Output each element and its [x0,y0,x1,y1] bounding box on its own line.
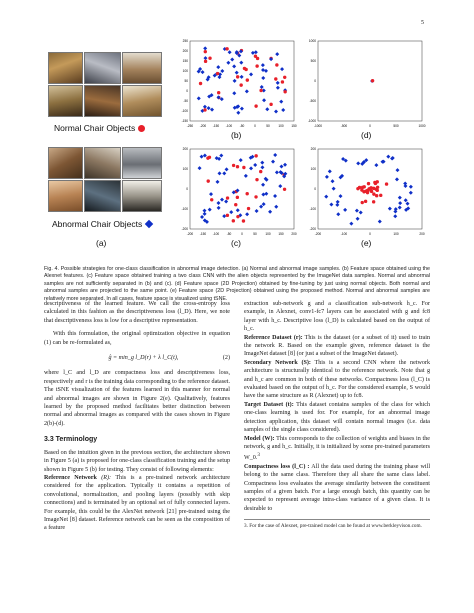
term: Reference Network [44,474,97,481]
footnote: 3. For the case of Alexnet, pre-trained model can be found at www.berkleyvison.com. [244,519,430,530]
normal-point [376,186,379,189]
tsne-plot-d [304,38,424,134]
term-text: This dataset contains samples of the class for which one-class learning is used for. For example, for an abnormal image detection application, this dataset will contain normal images (i.e. data samples of the single class considered). [244,401,430,434]
y-tick-label: 500 [310,59,316,63]
term-paragraph [44,474,230,533]
x-tick-label: 50 [266,124,270,128]
x-tick-label: 150 [291,124,297,128]
x-tick-label: -100 [225,124,233,128]
y-tick-label: -1000 [307,119,316,123]
figure-4 [48,32,430,246]
y-tick-label: -100 [181,109,188,113]
normal-point [236,196,239,199]
x-tick-label: -50 [226,232,232,236]
normal-point [247,207,250,210]
x-tick-label: -200 [314,232,322,236]
paragraph: With this formulation, the original optimization objective in equation (1) can be re-formulated as, [44,331,230,346]
abnormal-chair-photo-5 [84,180,121,212]
normal-point [379,194,382,197]
normal-point [255,64,258,67]
paragraph: extraction sub-network g and a classification sub-network h_c. For example, in Alexnet, conv1-fc7 layers can be associated with g and fc8 layer with h_c. Descriptive loss (l_D) is calculated based on the output of h_c. [244,301,430,333]
normal-point [203,108,206,111]
y-tick-label: 100 [182,167,188,171]
y-tick-label: -100 [181,207,188,211]
y-tick-label: 1000 [308,39,316,43]
normal-point [243,67,246,70]
equation-2 [44,354,230,362]
term-text: This is the dataset (or a subset of it) used to train the network R. Based on the example given, reference dataset is the ImageNet dataset [8] (or just a subset of the ImageNet dataset). [244,334,430,358]
panel-label-a: (a) [96,238,107,248]
x-tick-label: -50 [239,124,245,128]
y-tick-label: 0 [186,187,188,191]
x-tick-label: -500 [340,124,348,128]
normal-point [367,182,370,185]
normal-point [204,50,207,53]
normal-point [274,77,277,80]
plot-frame [318,41,422,121]
plot-frame [190,149,294,229]
normal-point [259,89,262,92]
y-tick-label: 50 [184,79,188,83]
y-tick-label: 250 [182,39,188,43]
normal-point [372,200,375,203]
normal-chair-photo-1 [48,52,83,84]
paragraph: descriptiveness of the learned feature. We call the cross-entropy loss calculated in this fashion as the descriptiveness loss (l_D). Here, we note that descriptiveness loss is low for a descriptive representation. [44,301,230,324]
normal-point [234,203,237,206]
normal-point [374,182,377,185]
normal-point [236,75,239,78]
normal-legend-label: Normal Chair Objects [54,123,136,133]
x-tick-label: -100 [212,232,220,236]
normal-point [216,72,219,75]
y-tick-label: -50 [183,99,188,103]
y-tick-label: 150 [182,59,188,63]
normal-point [225,47,228,50]
x-tick-label: 0 [369,124,371,128]
normal-point [255,178,258,181]
x-tick-label: 0 [369,232,371,236]
normal-point [356,187,359,190]
normal-point [242,166,245,169]
x-tick-label: -250 [186,124,194,128]
y-tick-label: -500 [309,99,316,103]
y-tick-label: 100 [182,69,188,73]
normal-point [361,201,364,204]
left-column [44,300,230,533]
y-tick-label: -200 [181,227,188,231]
term-text: All the data used during the training phase will belong to the same class. Therefore they all share the same class label. Compactness loss evaluates the average similarity between the constituent samples of a given batch. For a large enough batch, this quantity can be expected to represent average intra-class variance of a given class. It is desirable to [244,463,431,512]
normal-point [363,185,366,188]
panel-label-e: (e) [361,238,372,248]
blue-diamond-icon [145,220,153,228]
x-tick-label: 500 [393,124,399,128]
abnormal-chair-photo-4 [48,180,83,212]
normal-chair-photo-4 [48,85,83,117]
y-tick-label: -150 [181,119,188,123]
term: Reference Dataset (r): [244,334,303,341]
normal-point [239,83,242,86]
x-tick-label: -100 [340,232,348,236]
red-circle-icon [138,125,145,132]
y-tick-label: -200 [309,227,316,231]
x-tick-label: 50 [253,232,257,236]
y-tick-label: 0 [314,187,316,191]
normal-point [366,188,369,191]
paragraph: Based on the intuition given in the previous section, the architecture shown in Figure 5 (a) is proposed for one-class classification training and the setup shown in Figure 5 (b) for testing. They consist of following elements: [44,449,230,473]
normal-point [371,79,374,82]
y-tick-label: 200 [310,147,316,151]
normal-point [360,188,363,191]
term: Target Dataset (t): [244,401,294,408]
section-heading: 3.3 Terminology [44,436,98,444]
x-tick-label: 100 [278,124,284,128]
normal-point [283,188,286,191]
normal-chair-photo-6 [122,85,162,117]
tsne-plot-e [304,146,424,242]
x-tick-label: -150 [212,124,220,128]
normal-point [254,195,257,198]
x-tick-label: 1000 [418,124,426,128]
abnormal-chair-photo-1 [48,147,83,179]
x-tick-label: -150 [199,232,207,236]
normal-point [259,170,262,173]
normal-point [283,76,286,79]
page-number: 5 [421,20,424,26]
term-text: This is a pre-trained network architecture considered for the application. Typically it contains a repetition of convolutional, normalization, and pooling layers (possibly with skip connections) and is terminated by an optional set of fully connected layers. For example, this could be the AlexNet network [21] pre-trained using the ImageNet [8] dataset. Reference network can be seen as the composition of a feature [44,474,230,532]
x-tick-label: 100 [265,232,271,236]
normal-point [232,219,235,222]
y-tick-label: -100 [309,207,316,211]
x-tick-label: 150 [278,232,284,236]
abnormal-chair-photo-2 [84,147,121,179]
abnormal-chair-photo-6 [122,180,162,212]
footnote-mark: 3 [257,452,260,459]
y-tick-label: 200 [182,49,188,53]
normal-point [208,56,211,59]
figure-caption: Fig. 4. Possible strategies for one-class classification in abnormal image detection. (a) Normal and abnormal image samples. (b) Feature space obtained using the Alexnet features. (c) Feature space obtained training a two class CNN with the alien objects represented by the ImageNet data samples. Normal and abnormal samples are not sufficiently separated in (b) and (c). (d) Feature space (2D Projection) obtained by fine-tuning by just using normal objects. Both normal and abnormal samples are projected to the same point. (e) Feature space (2D Projection) obtained using the proposed method. Normal and abnormal samples are relatively more separated. In all cases, feature space is visualized using tSNE. [44,266,430,302]
normal-point [281,80,284,83]
equation-body: ĝ = min_g l_D(r) + λ l_C(t), [108,355,179,362]
normal-point [236,215,239,218]
normal-point [210,198,213,201]
x-tick-label: 200 [291,232,297,236]
normal-point [226,196,229,199]
normal-point [372,187,375,190]
x-tick-label: 100 [393,232,399,236]
term: Secondary Network (S): [244,359,311,366]
right-column [244,300,430,530]
term-text: This corresponds to the collection of weights and biases in the network, g and h_c. Initially, it is initialized by some pre-trained parameters W_0. [244,435,430,462]
normal-point [199,82,202,85]
x-tick-label: -1000 [313,124,323,128]
abnormal-legend [52,219,152,229]
x-tick-label: 200 [419,232,425,236]
paragraph: where l_C and l_D are compactness loss and descriptiveness loss, respectively and r is the training data corresponding to the reference dataset. The tSNE visualization of the features learned in this manner for normal and abnormal images are shown in Figure 2(e). Qualitatively, features learned by the proposed method facilitates better distinction between normal and abnormal images as compared with the cases shown in Figure 2(b)-(d). [44,370,230,427]
y-tick-label: 0 [314,79,316,83]
normal-point [232,164,235,167]
normal-point [275,63,278,66]
abnormal-legend-label: Abnormal Chair Objects [52,219,143,229]
normal-legend [54,123,145,133]
normal-point [256,57,259,60]
normal-point [370,190,373,193]
x-tick-label: 0 [241,232,243,236]
equation-number: (2) [222,355,230,362]
normal-chair-photo-3 [122,52,162,84]
normal-point [376,189,379,192]
normal-point [217,91,220,94]
y-tick-label: 0 [186,89,188,93]
normal-point [385,182,388,185]
abnormal-chair-photo-3 [122,147,162,179]
normal-point [204,60,207,63]
y-tick-label: 100 [310,167,316,171]
normal-point [246,78,249,81]
normal-point [269,103,272,106]
normal-point [372,192,375,195]
normal-point [364,200,367,203]
normal-point [283,90,286,93]
y-tick-label: 200 [182,147,188,151]
panel-label-c: (c) [231,238,241,248]
normal-point [254,154,257,157]
normal-point [208,156,211,159]
x-tick-label: 0 [254,124,256,128]
term: Compactness loss (l_C) : [244,463,310,470]
term-text: This is a second CNN where the network architecture is structurally identical to the reference network. Note that g and h_c are common in both of these networks. Compactness loss (l_C) is evaluated based on the output of h_c. For the considered example, S would have the same structure as R (Alexnet) up to fc8. [244,359,431,400]
normal-point [226,214,229,217]
normal-chair-photo-2 [84,52,121,84]
panel-label-b: (b) [231,130,242,140]
normal-point [245,192,248,195]
x-tick-label: -200 [199,124,207,128]
normal-point [207,179,210,182]
x-tick-label: -200 [186,232,194,236]
normal-point [254,104,257,107]
normal-point [236,165,239,168]
normal-chair-photo-5 [84,85,121,117]
term: Model (W): [244,435,275,442]
term-symbol: (R): [101,474,112,481]
normal-point [242,219,245,222]
tsne-plot-c [176,146,296,242]
tsne-plot-b [176,38,296,134]
panel-label-d: (d) [361,130,372,140]
